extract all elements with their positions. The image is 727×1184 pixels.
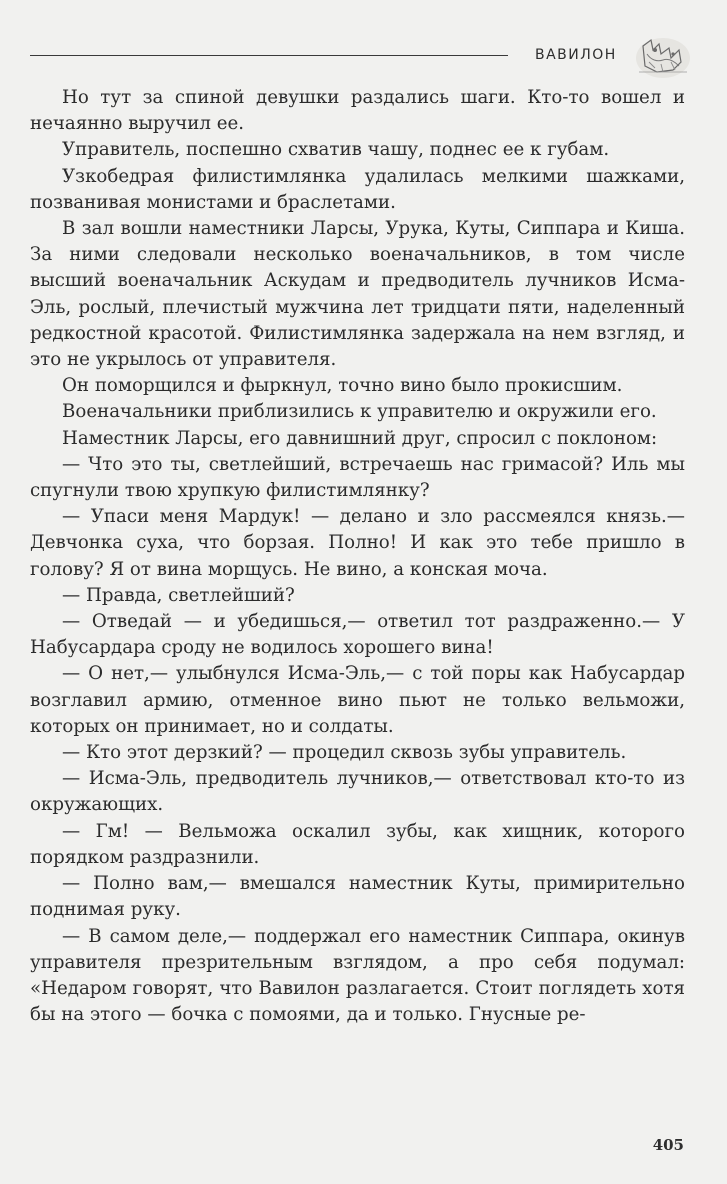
paragraph: — Упаси меня Мардук! — делано и зло рассмеялся князь.— Девчонка суха, что борзая. Полно! И как это тебе пришло в голову? Я от вина морщусь. Не вино, а конская моча. [30, 506, 685, 580]
paragraph: — В самом деле,— поддержал его наместник Сиппара, окинув управителя презрительным взглядом, а про себя подумал: «Недаром говорят, что Вавилон разлагается. Стоит поглядеть хотя бы на этого — бочка с помоями, да и только. Гнусные ре- [30, 925, 685, 1026]
paragraph: — Гм! — Вельможа оскалил зубы, как хищник, которого порядком раздразнили. [30, 820, 685, 868]
header-rule [30, 55, 508, 56]
paragraph: — Исма-Эль, предводитель лучников,— ответствовал кто-то из окружающих. [30, 768, 685, 816]
main-text [30, 85, 685, 1028]
paragraph: — О нет,— улыбнулся Исма-Эль,— с той поры как Набусардар возглавил армию, отменное вино пьют не только вельможи, которых он принимает, но и солдаты. [30, 663, 685, 737]
running-header [30, 38, 694, 88]
paragraph: — Полно вам,— вмешался наместник Куты, примирительно поднимая руку. [30, 873, 685, 921]
paragraph: Он поморщился и фыркнул, точно вино было прокисшим. [62, 375, 623, 397]
babylon-emblem-icon [633, 32, 693, 80]
paragraph: — Отведай — и убедишься,— ответил тот раздраженно.— У Набусардара сроду не водилось хорошего вина! [30, 611, 685, 659]
paragraph: — Правда, светлейший? [62, 584, 295, 606]
paragraph: Наместник Ларсы, его давнишний друг, спросил с поклоном: [62, 427, 658, 449]
paragraph: Управитель, поспешно схватив чашу, поднес ее к губам. [62, 139, 610, 161]
paragraph: Но тут за спиной девушки раздались шаги. Кто-то вошел и нечаянно выручил ее. [30, 87, 685, 135]
paragraph: Узкобедрая филистимлянка удалилась мелкими шажками, позванивая монистами и браслетами. [30, 165, 685, 213]
paragraph: В зал вошли наместники Ларсы, Урука, Куты, Сиппара и Киша. За ними следовали несколько военачальников, в том числе высший военачальник Аскудам и предводитель лучников Исма-Эль, рослый, плечистый мужчина лет тридцати пяти, наделенный редкостной красотой. Филистимлянка задержала на нем взгляд, и это не укрылось от управителя. [30, 218, 685, 371]
page-number: 405 [652, 1136, 684, 1154]
paragraph: Военачальники приблизились к управителю и окружили его. [62, 401, 657, 423]
running-title: ВАВИЛОН [535, 47, 617, 63]
paragraph: — Что это ты, светлейший, встречаешь нас гримасой? Иль мы спугнули твою хрупкую филистимлянку? [30, 453, 685, 502]
paragraph: — Кто этот дерзкий? — процедил сквозь зубы управитель. [62, 742, 627, 764]
